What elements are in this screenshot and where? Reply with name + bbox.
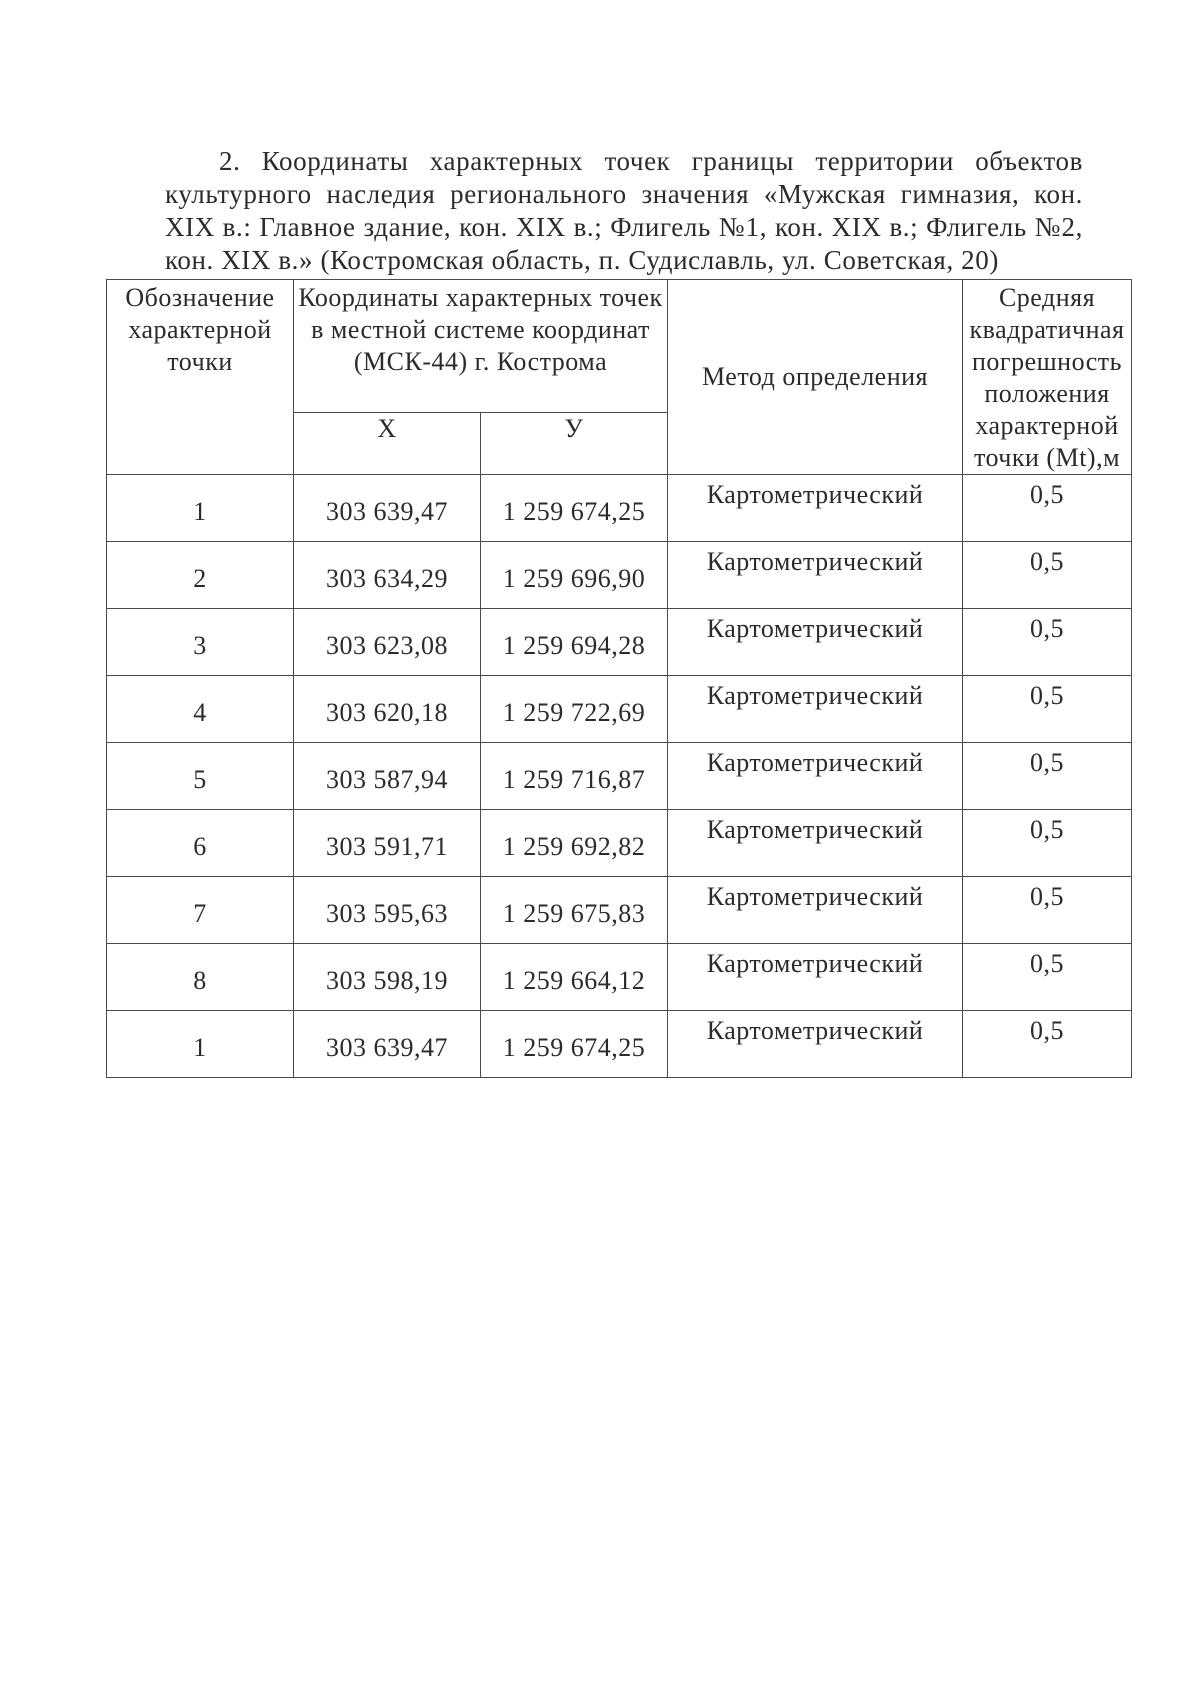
cell-point: 7 (107, 877, 294, 944)
cell-point: 2 (107, 542, 294, 609)
table-row (107, 743, 1132, 810)
table-row (107, 944, 1132, 1011)
cell-x: 303 634,29 (294, 542, 481, 609)
cell-point: 4 (107, 676, 294, 743)
cell-error: 0,5 (963, 743, 1132, 810)
cell-method: Картометрический (668, 877, 963, 944)
cell-x: 303 623,08 (294, 609, 481, 676)
header-designation: Обозначение характерной точки (107, 280, 294, 475)
cell-method: Картометрический (668, 1011, 963, 1078)
cell-error: 0,5 (963, 1011, 1132, 1078)
cell-method: Картометрический (668, 609, 963, 676)
table-row (107, 810, 1132, 877)
header-y: У (481, 413, 668, 475)
cell-error: 0,5 (963, 475, 1132, 542)
cell-method: Картометрический (668, 944, 963, 1011)
cell-y: 1 259 674,25 (481, 1011, 668, 1078)
cell-y: 1 259 716,87 (481, 743, 668, 810)
cell-point: 1 (107, 1011, 294, 1078)
cell-point: 5 (107, 743, 294, 810)
cell-error: 0,5 (963, 676, 1132, 743)
cell-x: 303 591,71 (294, 810, 481, 877)
header-method: Метод определения (668, 280, 963, 475)
cell-error: 0,5 (963, 542, 1132, 609)
cell-error: 0,5 (963, 944, 1132, 1011)
coordinates-table (106, 279, 1132, 1078)
cell-point: 8 (107, 944, 294, 1011)
cell-x: 303 595,63 (294, 877, 481, 944)
header-x: X (294, 413, 481, 475)
cell-error: 0,5 (963, 810, 1132, 877)
cell-method: Картометрический (668, 542, 963, 609)
cell-point: 3 (107, 609, 294, 676)
cell-error: 0,5 (963, 877, 1132, 944)
table-row (107, 877, 1132, 944)
table-row (107, 1011, 1132, 1078)
cell-x: 303 620,18 (294, 676, 481, 743)
table-row (107, 609, 1132, 676)
cell-y: 1 259 674,25 (481, 475, 668, 542)
cell-x: 303 598,19 (294, 944, 481, 1011)
cell-method: Картометрический (668, 475, 963, 542)
cell-x: 303 587,94 (294, 743, 481, 810)
cell-x: 303 639,47 (294, 475, 481, 542)
cell-x: 303 639,47 (294, 1011, 481, 1078)
header-coordinates: Координаты характерных точек в местной системе координат (МСК-44) г. Кострома (294, 280, 668, 413)
cell-point: 1 (107, 475, 294, 542)
cell-y: 1 259 692,82 (481, 810, 668, 877)
cell-y: 1 259 675,83 (481, 877, 668, 944)
cell-y: 1 259 664,12 (481, 944, 668, 1011)
cell-method: Картометрический (668, 810, 963, 877)
table-row (107, 475, 1132, 542)
cell-point: 6 (107, 810, 294, 877)
cell-error: 0,5 (963, 609, 1132, 676)
cell-method: Картометрический (668, 676, 963, 743)
cell-y: 1 259 696,90 (481, 542, 668, 609)
section-heading: 2. Координаты характерных точек границы территории объектов культурного наследия регионального значения «Мужская гимназия, кон. XIX в.: Главное здание, кон. XIX в.; Флигель №1, кон. XIX в.; Флигель №2, кон. XIX в.» (Костромская область, п. Судиславль, ул. Советская, 20) (165, 146, 1083, 275)
cell-y: 1 259 694,28 (481, 609, 668, 676)
cell-method: Картометрический (668, 743, 963, 810)
table-row (107, 542, 1132, 609)
header-error: Средняя квадратичная погрешность положения характерной точки (Mt),м (963, 280, 1132, 475)
table-row (107, 676, 1132, 743)
table-header-row (107, 280, 1132, 413)
cell-y: 1 259 722,69 (481, 676, 668, 743)
